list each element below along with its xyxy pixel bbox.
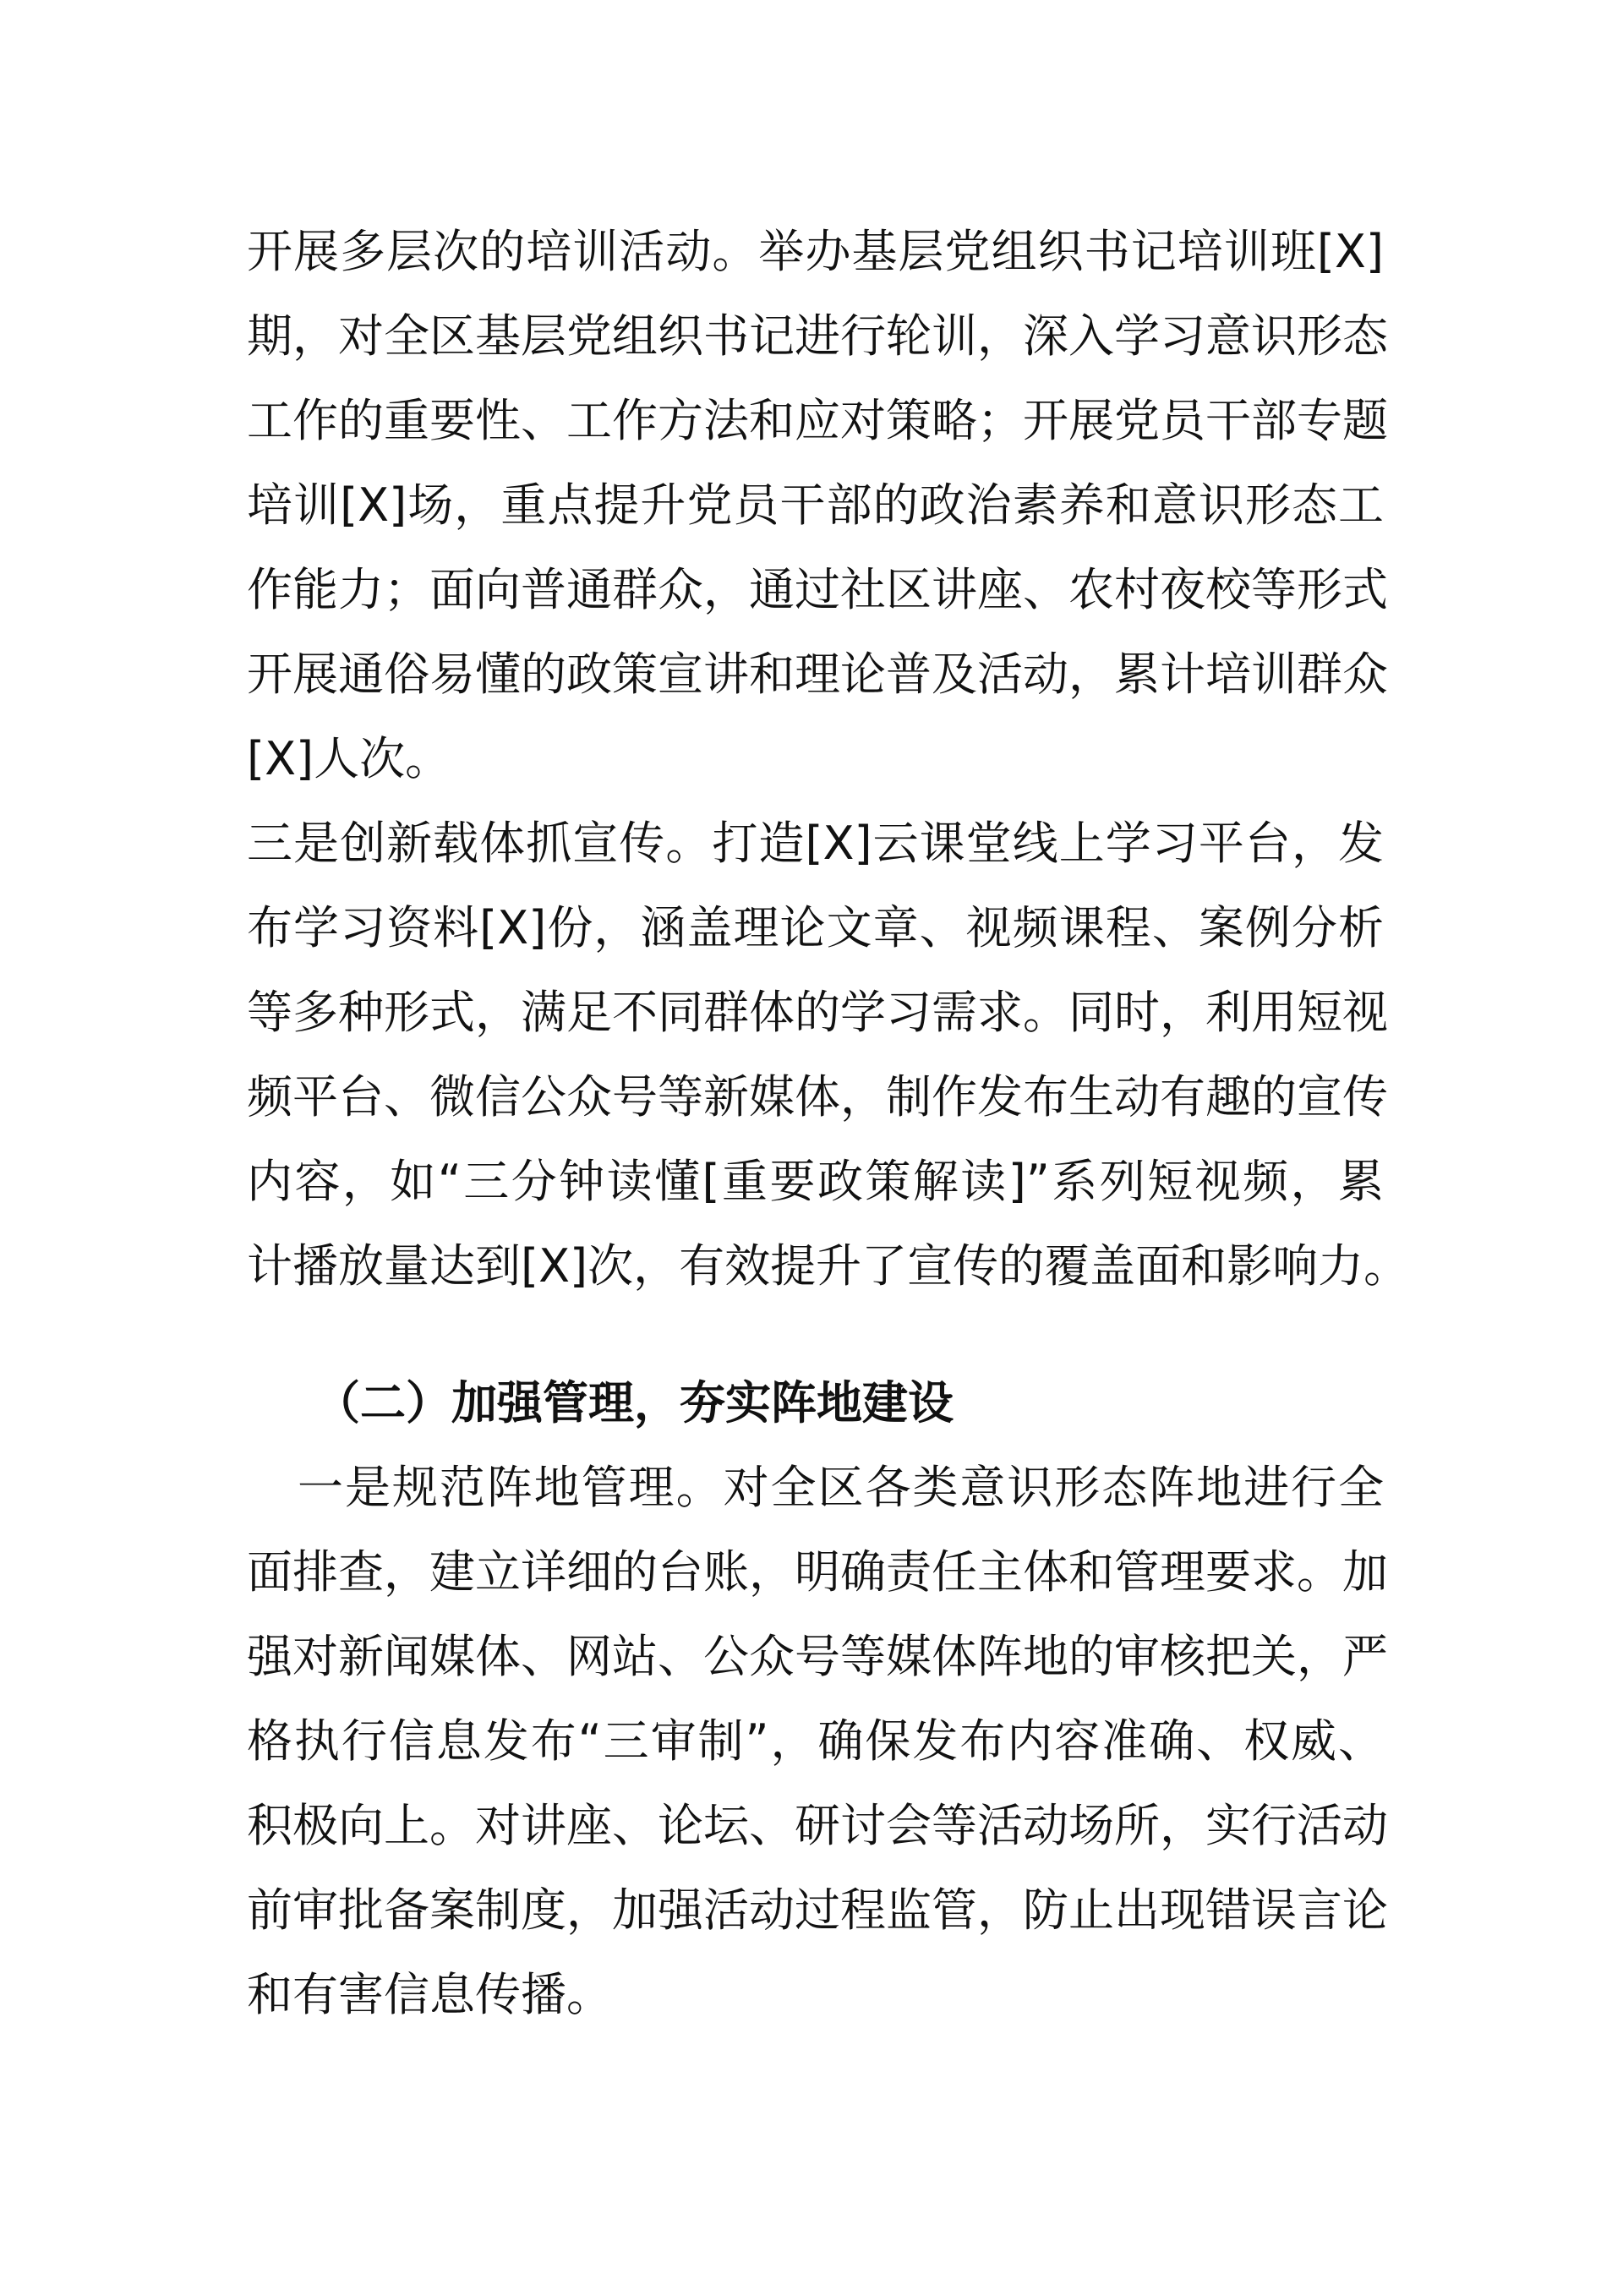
text-line: 三是创新载体抓宣传。打造[X]云课堂线上学习平台，发: [247, 817, 1384, 870]
text-line: 期，对全区基层党组织书记进行轮训，深入学习意识形态: [247, 309, 1388, 363]
paragraph-training: [247, 210, 1388, 801]
text-line: 等多种形式，满足不同群体的学习需求。同时，利用短视: [247, 986, 1388, 1039]
text-line: 开展多层次的培训活动。举办基层党组织书记培训班[X]: [247, 225, 1384, 278]
text-line: 培训[X]场，重点提升党员干部的政治素养和意识形态工: [247, 478, 1384, 532]
text-line: 和有害信息传播。: [247, 1968, 612, 2021]
section-heading-block: [247, 1361, 1384, 1446]
text-line: 工作的重要性、工作方法和应对策略；开展党员干部专题: [247, 394, 1388, 447]
section-heading: （二）加强管理，夯实阵地建设: [314, 1376, 954, 1430]
text-line: 面排查，建立详细的台账，明确责任主体和管理要求。加: [247, 1545, 1388, 1599]
text-line: 一是规范阵地管理。对全区各类意识形态阵地进行全: [298, 1461, 1384, 1514]
text-line: 格执行信息发布“三审制”，确保发布内容准确、权威、: [247, 1714, 1384, 1768]
text-line: 内容，如“三分钟读懂[重要政策解读]”系列短视频，累: [247, 1155, 1384, 1208]
document-body: [247, 210, 1410, 2037]
text-line: 计播放量达到[X]次，有效提升了宣传的覆盖面和影响力。: [247, 1239, 1410, 1293]
paragraph-management: [247, 1446, 1388, 2037]
paragraph-publicity: [247, 801, 1410, 1309]
text-line: 开展通俗易懂的政策宣讲和理论普及活动，累计培训群众: [247, 648, 1388, 701]
text-line: 布学习资料[X]份，涵盖理论文章、视频课程、案例分析: [247, 901, 1384, 954]
text-line: 积极向上。对讲座、论坛、研讨会等活动场所，实行活动: [247, 1799, 1388, 1852]
text-line: [X]人次。: [247, 732, 451, 785]
text-line: 前审批备案制度，加强活动过程监管，防止出现错误言论: [247, 1883, 1388, 1937]
text-line: 频平台、微信公众号等新媒体，制作发布生动有趣的宣传: [247, 1070, 1388, 1123]
text-line: 强对新闻媒体、网站、公众号等媒体阵地的审核把关，严: [247, 1630, 1388, 1683]
text-line: 作能力；面向普通群众，通过社区讲座、农村夜校等形式: [247, 563, 1388, 616]
